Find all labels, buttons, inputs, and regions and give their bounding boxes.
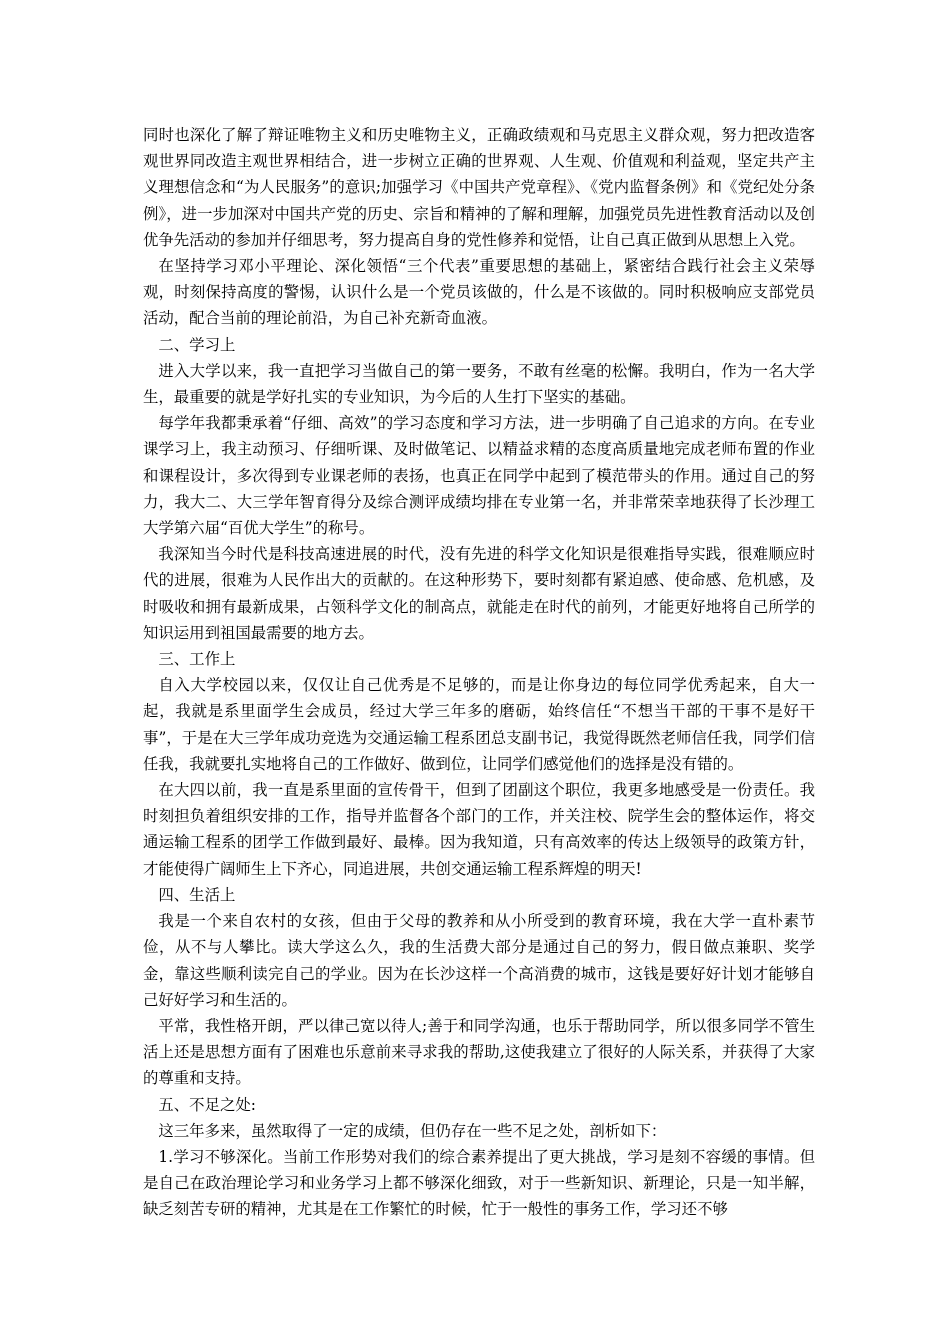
section-heading-life: 四、生活上 <box>158 885 236 904</box>
paragraph-life-character: 平常，我性格开朗，严以律己宽以待人;善于和同学沟通，也乐于帮助同学，所以很多同学不管生活上还是思想方面有了困难也乐意前来寻求我的帮助,这使我建立了很好的人际关系，并获得了大家的尊重和支持。 <box>143 1016 815 1088</box>
paragraph-work-responsibility: 在大四以前，我一直是系里面的宣传骨干，但到了团副这个职位，我更多地感受是一份责任。我时刻担负着组织安排的工作，指导并监督各个部门的工作，并关注校、院学生会的整体运作，将交通运输工程系的团学工作做到最好、最棒。因为我知道，只有高效率的传达上级领导的政策方针，才能使得广阔师生上下齐心，同追进展，共创交通运输工程系辉煌的明天! <box>143 781 815 878</box>
paragraph-shortcomings-intro: 这三年多来，虽然取得了一定的成绩，但仍存在一些不足之处，剖析如下： <box>158 1121 667 1140</box>
paragraph-work-union: 自入大学校园以来，仅仅让自己优秀是不足够的，而是让你身边的每位同学优秀起来，自大一起，我就是系里面学生会成员，经过大学三年多的磨砺，始终信任“不想当干部的干事不是好干事”，于是在大三学年成功竞选为交通运输工程系团总支副书记，我觉得既然老师信任我，同学们信任我，我就要扎实地将自己的工作做好、做到位，让同学们感觉他们的选择是没有错的。 <box>143 676 815 773</box>
paragraph-study-priority: 进入大学以来，我一直把学习当做自己的第一要务，不敢有丝毫的松懈。我明白，作为一名大学生，最重要的就是学好扎实的专业知识，为今后的人生打下坚实的基础。 <box>143 361 815 407</box>
paragraph-life-frugal: 我是一个来自农村的女孩，但由于父母的教养和从小所受到的教育环境，我在大学一直朴素节俭，从不与人攀比。读大学这么久，我的生活费大部分是通过自己的努力，假日做点兼职、奖学金，靠这些顺利读完自己的学业。因为在长沙这样一个高消费的城市，这钱是要好好计划才能够自己好好学习和生活的。 <box>143 912 815 1009</box>
paragraph-theory-study: 在坚持学习邓小平理论、深化领悟“三个代表”重要思想的基础上，紧密结合践行社会主义荣辱观，时刻保持高度的警惕，认识什么是一个党员该做的，什么是不该做的。同时积极响应支部党员活动，配合当前的理论前沿，为自己补充新奇血液。 <box>143 257 815 328</box>
paragraph-study-attitude: 每学年我都秉承着“仔细、高效”的学习态度和学习方法，进一步明确了自己追求的方向。在专业课学习上，我主动预习、仔细听课、及时做笔记、以精益求精的态度高质量地完成老师布置的作业和课程设计，多次得到专业课老师的表扬，也真正在同学中起到了模范带头的作用。通过自己的努力，我大二、大三学年智育得分及综合测评成绩均排在专业第一名，并非常荣幸地获得了长沙理工大学第六届“百优大学生”的称号。 <box>143 414 815 538</box>
paragraph-shortcoming-1: 1.学习不够深化。当前工作形势对我们的综合素养提出了更大挑战，学习是刻不容缓的事情。但是自己在政治理论学习和业务学习上都不够深化细致，对于一些新知识、新理论，只是一知半解，缺乏刻苦专研的精神，尤其是在工作繁忙的时候，忙于一般性的事务工作，学习还不够 <box>143 1147 815 1219</box>
paragraph-ideology-continued: 同时也深化了解了辩证唯物主义和历史唯物主义，正确政绩观和马克思主义群众观，努力把改造客观世界同改造主观世界相结合，进一步树立正确的世界观、人生观、价值观和利益观，坚定共产主义理想信念和“为人民服务”的意识;加强学习《中国共产党章程》、《党内监督条例》和《党纪处分条例》，进一步加深对中国共产党的历史、宗旨和精神的了解和理解，加强党员先进性教育活动以及创优争先活动的参加并仔细思考，努力提高自身的党性修养和觉悟，让自己真正做到从思想上入党。 <box>143 126 815 249</box>
section-heading-work: 三、工作上 <box>158 650 236 669</box>
section-heading-study: 二、学习上 <box>158 335 236 354</box>
document-page <box>143 122 815 1223</box>
paragraph-study-era: 我深知当今时代是科技高速进展的时代，没有先进的科学文化知识是很难指导实践，很难顺应时代的进展，很难为人民作出大的贡献的。在这种形势下，要时刻都有紧迫感、使命感、危机感，及时吸收和拥有最新成果，占领科学文化的制高点，就能走在时代的前列，才能更好地将自己所学的知识运用到祖国最需要的地方去。 <box>143 545 815 642</box>
section-heading-shortcomings: 五、不足之处: <box>158 1095 256 1114</box>
